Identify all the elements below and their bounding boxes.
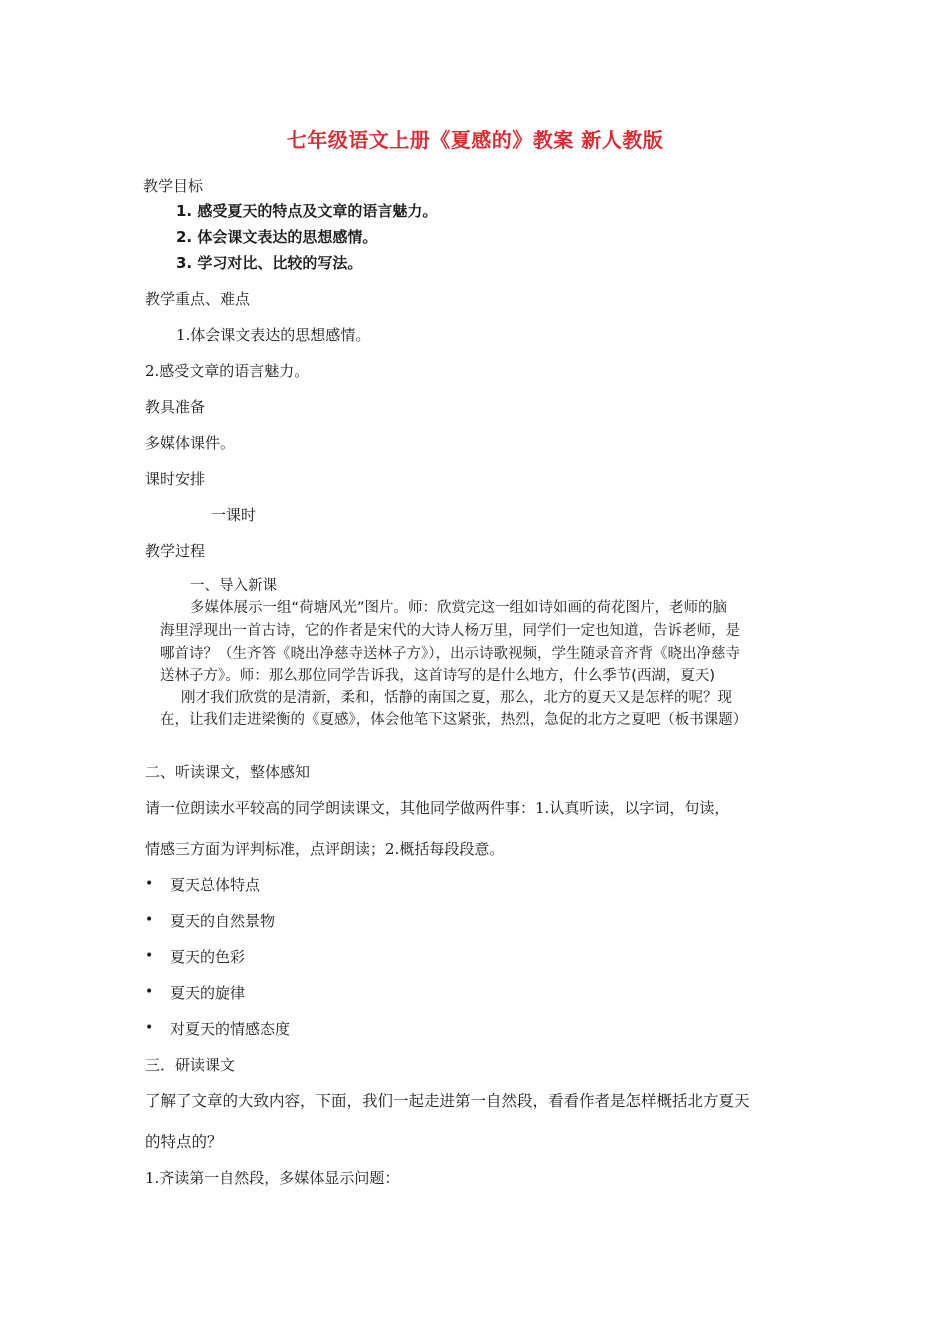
summary-bullet-3: 夏天的色彩 [170,948,246,966]
materials-heading: 教具准备 [145,398,206,416]
summary-bullet-5: 对夏天的情感态度 [170,1020,291,1038]
objective-item-3: 3. 学习对比、比较的写法。 [176,254,363,272]
process-heading: 教学过程 [145,542,206,560]
bullet-dot: • [145,984,154,1000]
intro-line-6: 在，让我们走进梁衡的《夏感》，体会他笔下这紧张，热烈，急促的北方之夏吧（板书课题） [160,712,748,728]
key-points-heading: 教学重点、难点 [145,290,251,308]
objective-item-1: 1. 感受夏天的特点及文章的语言魅力。 [176,202,438,220]
objective-item-2: 2. 体会课文表达的思想感情。 [176,228,378,246]
document-title: 七年级语文上册《夏感的》教案 新人教版 [286,128,664,152]
listen-line-2: 情感三方面为评判标准，点评朗读；2.概括每段段意。 [145,840,505,858]
study-line-2: 的特点的？ [145,1133,223,1151]
study-heading: 三．研读课文 [145,1056,236,1074]
intro-line-4: 送林子方》。师：那么那位同学告诉我，这首诗写的是什么地方，什么季节(西湖，夏天) [160,668,716,684]
bullet-dot: • [145,912,154,928]
bullet-dot: • [145,948,154,964]
materials-content: 多媒体课件。 [145,434,236,452]
intro-heading: 一、导入新课 [190,578,277,594]
intro-line-2: 海里浮现出一首古诗，它的作者是宋代的大诗人杨万里，同学们一定也知道，告诉老师，是 [160,623,740,639]
key-point-item-1: 1.体会课文表达的思想感情。 [176,326,371,344]
schedule-heading: 课时安排 [145,470,206,488]
summary-bullet-1: 夏天总体特点 [170,876,261,894]
study-step-1: 1.齐读第一自然段，多媒体显示问题： [145,1169,400,1187]
schedule-content: 一课时 [211,506,257,524]
bullet-dot: • [145,1020,154,1036]
listen-line-1: 请一位朗读水平较高的同学朗读课文，其他同学做两件事：1.认真听读，以字词，句读， [145,799,730,817]
intro-line-5: 刚才我们欣赏的是清新，柔和，恬静的南国之夏，那么，北方的夏天又是怎样的呢？现 [181,690,732,706]
intro-line-3: 哪首诗？（生齐答《晓出净慈寺送林子方》），出示诗歌视频，学生随录音齐背《晓出净慈寺 [160,646,740,662]
key-point-item-2: 2.感受文章的语言魅力。 [145,362,310,380]
summary-bullet-4: 夏天的旋律 [170,984,246,1002]
intro-line-1: 多媒体展示一组“荷塘风光”图片。师：欣赏完这一组如诗如画的荷花图片，老师的脑 [190,600,728,616]
study-line-1: 了解了文章的大致内容，下面，我们一起走进第一自然段，看看作者是怎样概括北方夏天 [145,1092,750,1110]
bullet-dot: • [145,876,154,892]
summary-bullet-2: 夏天的自然景物 [170,912,276,930]
listen-heading: 二、听读课文，整体感知 [145,763,311,781]
objectives-heading: 教学目标 [143,177,204,195]
